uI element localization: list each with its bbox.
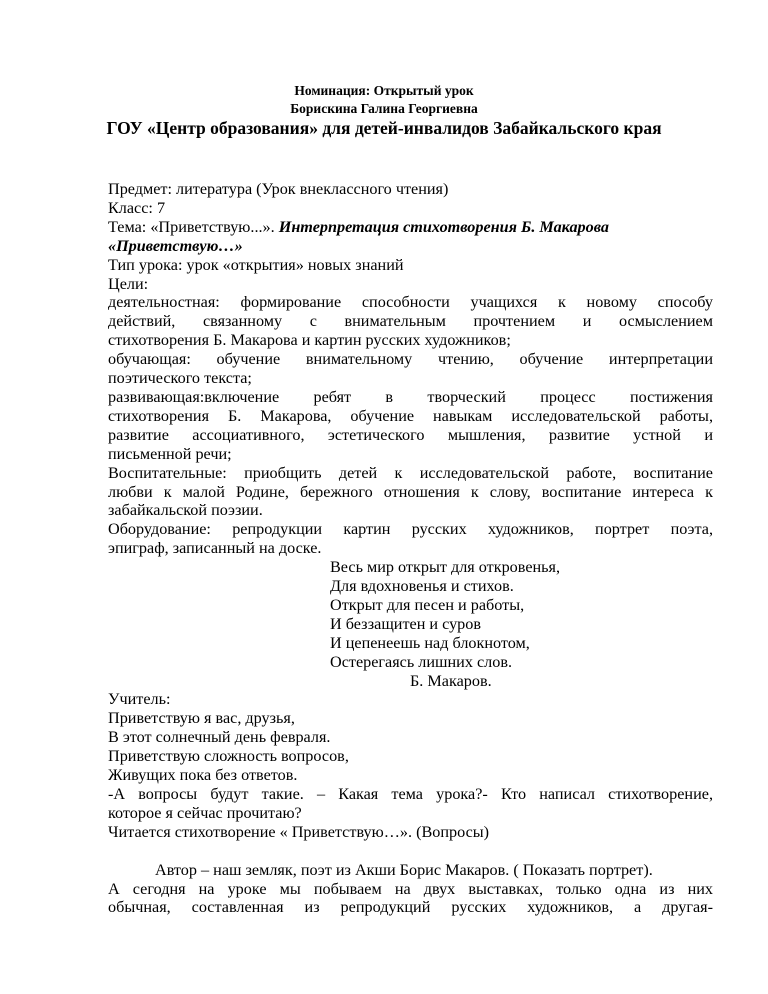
paragraph-line: А сегодня на уроке мы побываем на двух выставках, только одна из них [108,879,713,898]
topic-prefix: Тема: «Приветствую...». [108,217,279,236]
goals-label: Цели: [108,274,149,293]
nomination-line: Номинация: Открытый урок [294,83,474,98]
epigraph-line: Открыт для песен и работы, [330,595,525,614]
goal-dev-line: письменной речи; [108,444,232,463]
topic-line [108,218,713,237]
greeting-poem-line: Живущих пока без ответов. [108,766,298,785]
topic-poem-title: «Приветствую…» [108,236,243,255]
subject-line: Предмет: литература (Урок внеклассного чтения) [108,180,449,198]
goal-edu-line: забайкальской поэзии. [108,501,263,520]
goal-activity-line: действий, связанному с внимательным прочтением и осмыслением [108,312,713,331]
questions-line: -А вопросы будут такие. – Какая тема урока?- Кто написал стихотворение, [108,785,713,803]
epigraph-line: И беззащитен и суров [330,614,482,633]
goal-dev-line: развитие ассоциативного, эстетического мышления, развитие устной и [108,425,713,444]
goal-activity-line: стихотворения Б. Макарова и картин русских художников; [108,331,511,350]
equipment-line: эпиграф, записанный на доске. [108,539,322,558]
author-line: Борискина Галина Георгиевна [290,101,478,116]
epigraph-line: Весь мир открыт для откровенья, [330,558,561,577]
goal-dev-line: стихотворения Б. Макарова, обучение навыкам исследовательской работы, [108,406,713,425]
goal-edu-line: любви к малой Родине, бережного отношения к слову, воспитание интереса к [108,482,713,501]
teacher-label: Учитель: [108,690,171,709]
epigraph-line: Для вдохновенья и стихов. [330,577,514,596]
greeting-poem-line: В этот солнечный день февраля. [108,728,331,747]
goal-dev-line: развивающая:включение ребят в творческий процесс постижения [108,387,713,406]
epigraph-author: Б. Макаров. [410,671,492,690]
topic-emphasis: Интерпретация стихотворения Б. Макарова [278,217,609,236]
epigraph-line: И цепенеешь над блокнотом, [330,633,530,652]
goal-teaching-line: поэтического текста; [108,369,252,388]
organization-title: ГОУ «Центр образования» для детей-инвалидов Забайкальского края [106,118,662,138]
reading-line: Читается стихотворение « Приветствую…». (Вопросы) [108,822,490,841]
grade-line: Класс: 7 [108,198,166,217]
document-body [108,180,713,917]
goal-edu-line: Воспитательные: приобщить детей к исследовательской работе, воспитание [108,463,713,482]
lesson-type-line: Тип урока: урок «открытия» новых знаний [108,255,404,274]
blank-line [108,842,713,861]
paragraph-line: Автор – наш земляк, поэт из Акши Борис Макаров. ( Показать портрет). [155,860,653,879]
greeting-poem-line: Приветствую я вас, друзья, [108,709,295,728]
epigraph-line: Остерегаясь лишних слов. [330,652,513,671]
equipment-line: Оборудование: репродукции картин русских художников, портрет поэта, [108,520,713,539]
greeting-poem-line: Приветствую сложность вопросов, [108,747,349,766]
goal-teaching-line: обучающая: обучение внимательному чтению, обучение интерпретации [108,350,713,369]
questions-line: которое я сейчас прочитаю? [108,803,302,822]
paragraph-line: обычная, составленная из репродукций русских художников, а другая- [108,898,713,917]
goal-activity-line: деятельностная: формирование способности учащихся к новому способу [108,293,713,312]
